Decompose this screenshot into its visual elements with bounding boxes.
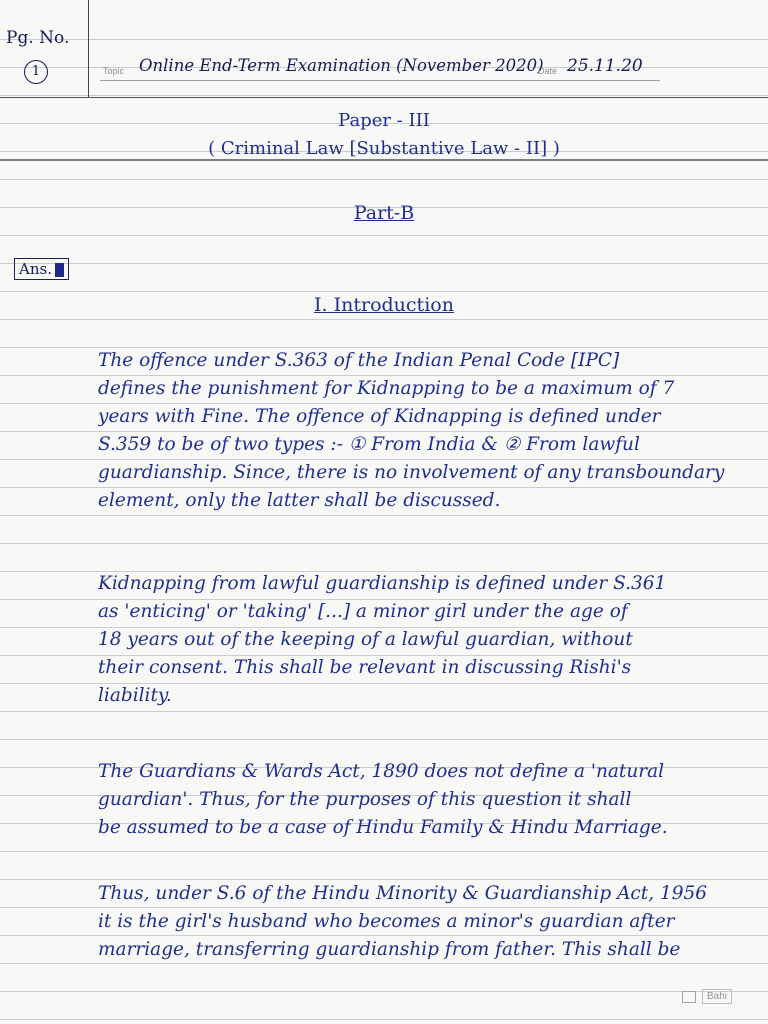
margin-vertical-rule	[88, 0, 89, 98]
section-heading	[0, 294, 768, 316]
text-line: Thus, under S.6 of the Hindu Minority & Guardianship Act, 1956	[98, 883, 708, 904]
text-line: 18 years out of the keeping of a lawful guardian, without	[98, 629, 633, 650]
topic-text: Online End-Term Examination (November 2020)	[139, 56, 544, 75]
text-line: liability.	[98, 685, 172, 706]
page-number: 1	[24, 60, 48, 84]
text-line: as 'enticing' or 'taking' [...] a minor girl under the age of	[98, 601, 628, 622]
text-line: guardian'. Thus, for the purposes of this question it shall	[98, 789, 632, 810]
text-line: their consent. This shall be relevant in discussing Rishi's	[98, 657, 632, 678]
text-line: years with Fine. The offence of Kidnapping is defined under	[98, 406, 661, 427]
part-heading: Part-B	[353, 202, 415, 224]
paragraph-4	[98, 880, 760, 964]
subject-title: ( Criminal Law [Substantive Law - II] )	[208, 138, 560, 159]
topic-underline	[100, 80, 660, 81]
notebook-brand-icon	[682, 991, 696, 1003]
date-text: 25.11.20	[567, 56, 643, 76]
text-line: be assumed to be a case of Hindu Family & Hindu Marriage.	[98, 817, 668, 838]
answer-badge-label: Ans.	[19, 260, 52, 278]
header-horizontal-rule	[0, 97, 768, 98]
paragraph-1	[98, 347, 760, 515]
text-line: The Guardians & Wards Act, 1890 does not define a 'natural	[98, 761, 665, 782]
answer-badge	[14, 258, 69, 280]
text-line: marriage, transferring guardianship from father. This shall be	[98, 939, 681, 960]
text-line: The offence under S.363 of the Indian Penal Code [IPC]	[98, 350, 620, 371]
paragraph-3	[98, 758, 760, 842]
text-line: Kidnapping from lawful guardianship is defined under S.361	[98, 573, 667, 594]
text-line: guardianship. Since, there is no involvement of any transboundary	[98, 462, 725, 483]
page-number-label: Pg. No.	[6, 28, 70, 48]
text-line: element, only the latter shall be discussed.	[98, 490, 501, 511]
topic-label: Topic	[103, 66, 125, 76]
answer-marker-icon	[55, 263, 64, 277]
notebook-brand-logo: Bahi	[702, 989, 732, 1004]
paragraph-2	[98, 570, 760, 710]
text-line: defines the punishment for Kidnapping to be a maximum of 7	[98, 378, 675, 399]
section-heading-text: I. Introduction	[314, 294, 454, 316]
paper-title: Paper - III	[338, 110, 430, 131]
topic-row	[103, 56, 663, 82]
text-line: S.359 to be of two types :- ① From India & ② From lawful	[98, 434, 640, 455]
text-line: it is the girl's husband who becomes a minor's guardian after	[98, 911, 675, 932]
date-label: Date	[538, 66, 558, 76]
title-rule	[0, 159, 768, 161]
